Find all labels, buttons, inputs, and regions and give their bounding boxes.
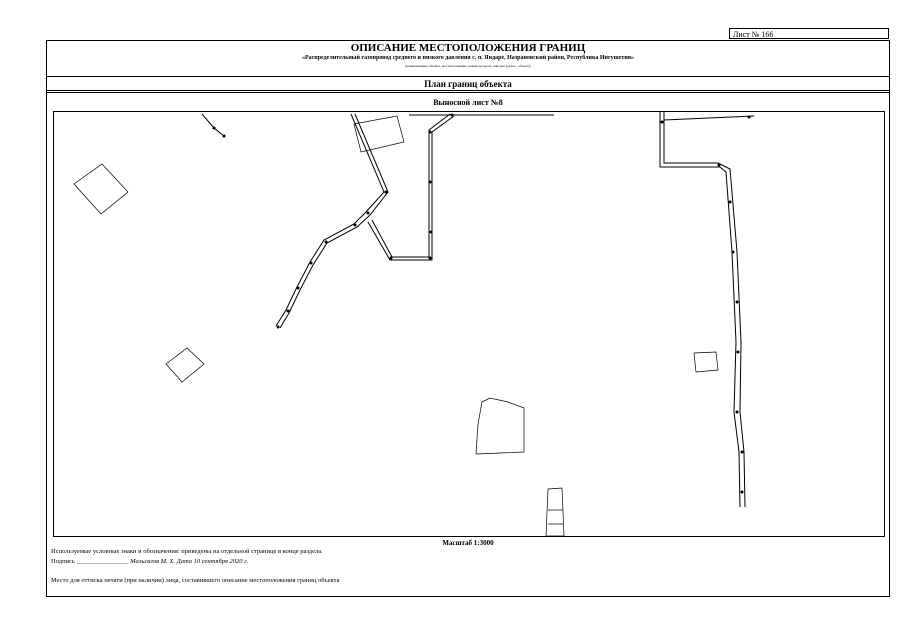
stamp-note: Место для оттиска печати (при наличии) лица, составившего описание местоположения границ объекта <box>51 577 340 584</box>
survey-point <box>287 310 290 313</box>
pipeline-route <box>202 114 384 326</box>
parcel <box>166 348 204 382</box>
legend-note: Используемые условные знаки и обозначения: приведены на отдельной странице в конце раздела. <box>51 548 323 555</box>
map-scale: Масштаб 1:3000 <box>442 539 494 547</box>
survey-point <box>367 212 370 215</box>
survey-point <box>429 131 432 134</box>
boundary-map <box>54 112 884 536</box>
parcel <box>354 116 404 152</box>
survey-point <box>732 251 735 254</box>
survey-point <box>737 351 740 354</box>
pipeline-route <box>664 116 754 120</box>
parcel <box>694 352 718 372</box>
survey-point <box>748 116 751 119</box>
survey-point <box>729 201 732 204</box>
object-caption: (наименование объекта, местоположение границ которого описано (далее - объект)) <box>405 64 531 68</box>
survey-point <box>354 224 357 227</box>
survey-point <box>718 164 721 167</box>
survey-point <box>661 121 664 124</box>
date-value: 10 сентября 2020 г. <box>193 558 249 565</box>
parcel <box>476 398 524 454</box>
parcel <box>546 488 564 536</box>
survey-point <box>277 326 280 329</box>
plan-title: План границ объекта <box>424 79 512 89</box>
survey-point <box>429 181 432 184</box>
survey-point <box>429 257 432 260</box>
survey-point <box>736 301 739 304</box>
sheet-number: Лист № 166 <box>729 28 889 39</box>
object-name: «Распределительный газопровод среднего и низкого давления с. п. Яндаре, Назрановский район, Республика Ингушетия» <box>301 55 635 61</box>
pipeline-route <box>280 114 388 328</box>
document-title: ОПИСАНИЕ МЕСТОПОЛОЖЕНИЯ ГРАНИЦ <box>350 42 586 54</box>
date-label: Дата <box>176 558 192 565</box>
signature-blank: ________________ <box>76 558 129 565</box>
divider <box>46 76 890 77</box>
survey-point <box>390 257 393 260</box>
survey-point <box>741 491 744 494</box>
sheet-title: Выносной лист №8 <box>433 98 503 107</box>
survey-point <box>297 287 300 290</box>
divider <box>46 92 890 93</box>
survey-point <box>430 231 433 234</box>
divider <box>46 90 890 91</box>
survey-point <box>736 411 739 414</box>
survey-point <box>310 262 313 265</box>
survey-point <box>741 451 744 454</box>
parcel <box>74 164 128 214</box>
signature-label: Подпись <box>51 558 75 565</box>
survey-point <box>385 191 388 194</box>
pipeline-route <box>664 112 745 507</box>
pipeline-route <box>372 114 450 257</box>
survey-point <box>213 127 216 130</box>
survey-point <box>223 135 226 138</box>
survey-point <box>451 114 454 117</box>
pipeline-route <box>660 112 740 507</box>
pipeline-route <box>368 116 454 260</box>
map-frame <box>53 111 885 537</box>
signature-line <box>51 558 248 565</box>
signer-name: Мальсагов М. Х. <box>130 558 175 565</box>
survey-point <box>325 241 328 244</box>
